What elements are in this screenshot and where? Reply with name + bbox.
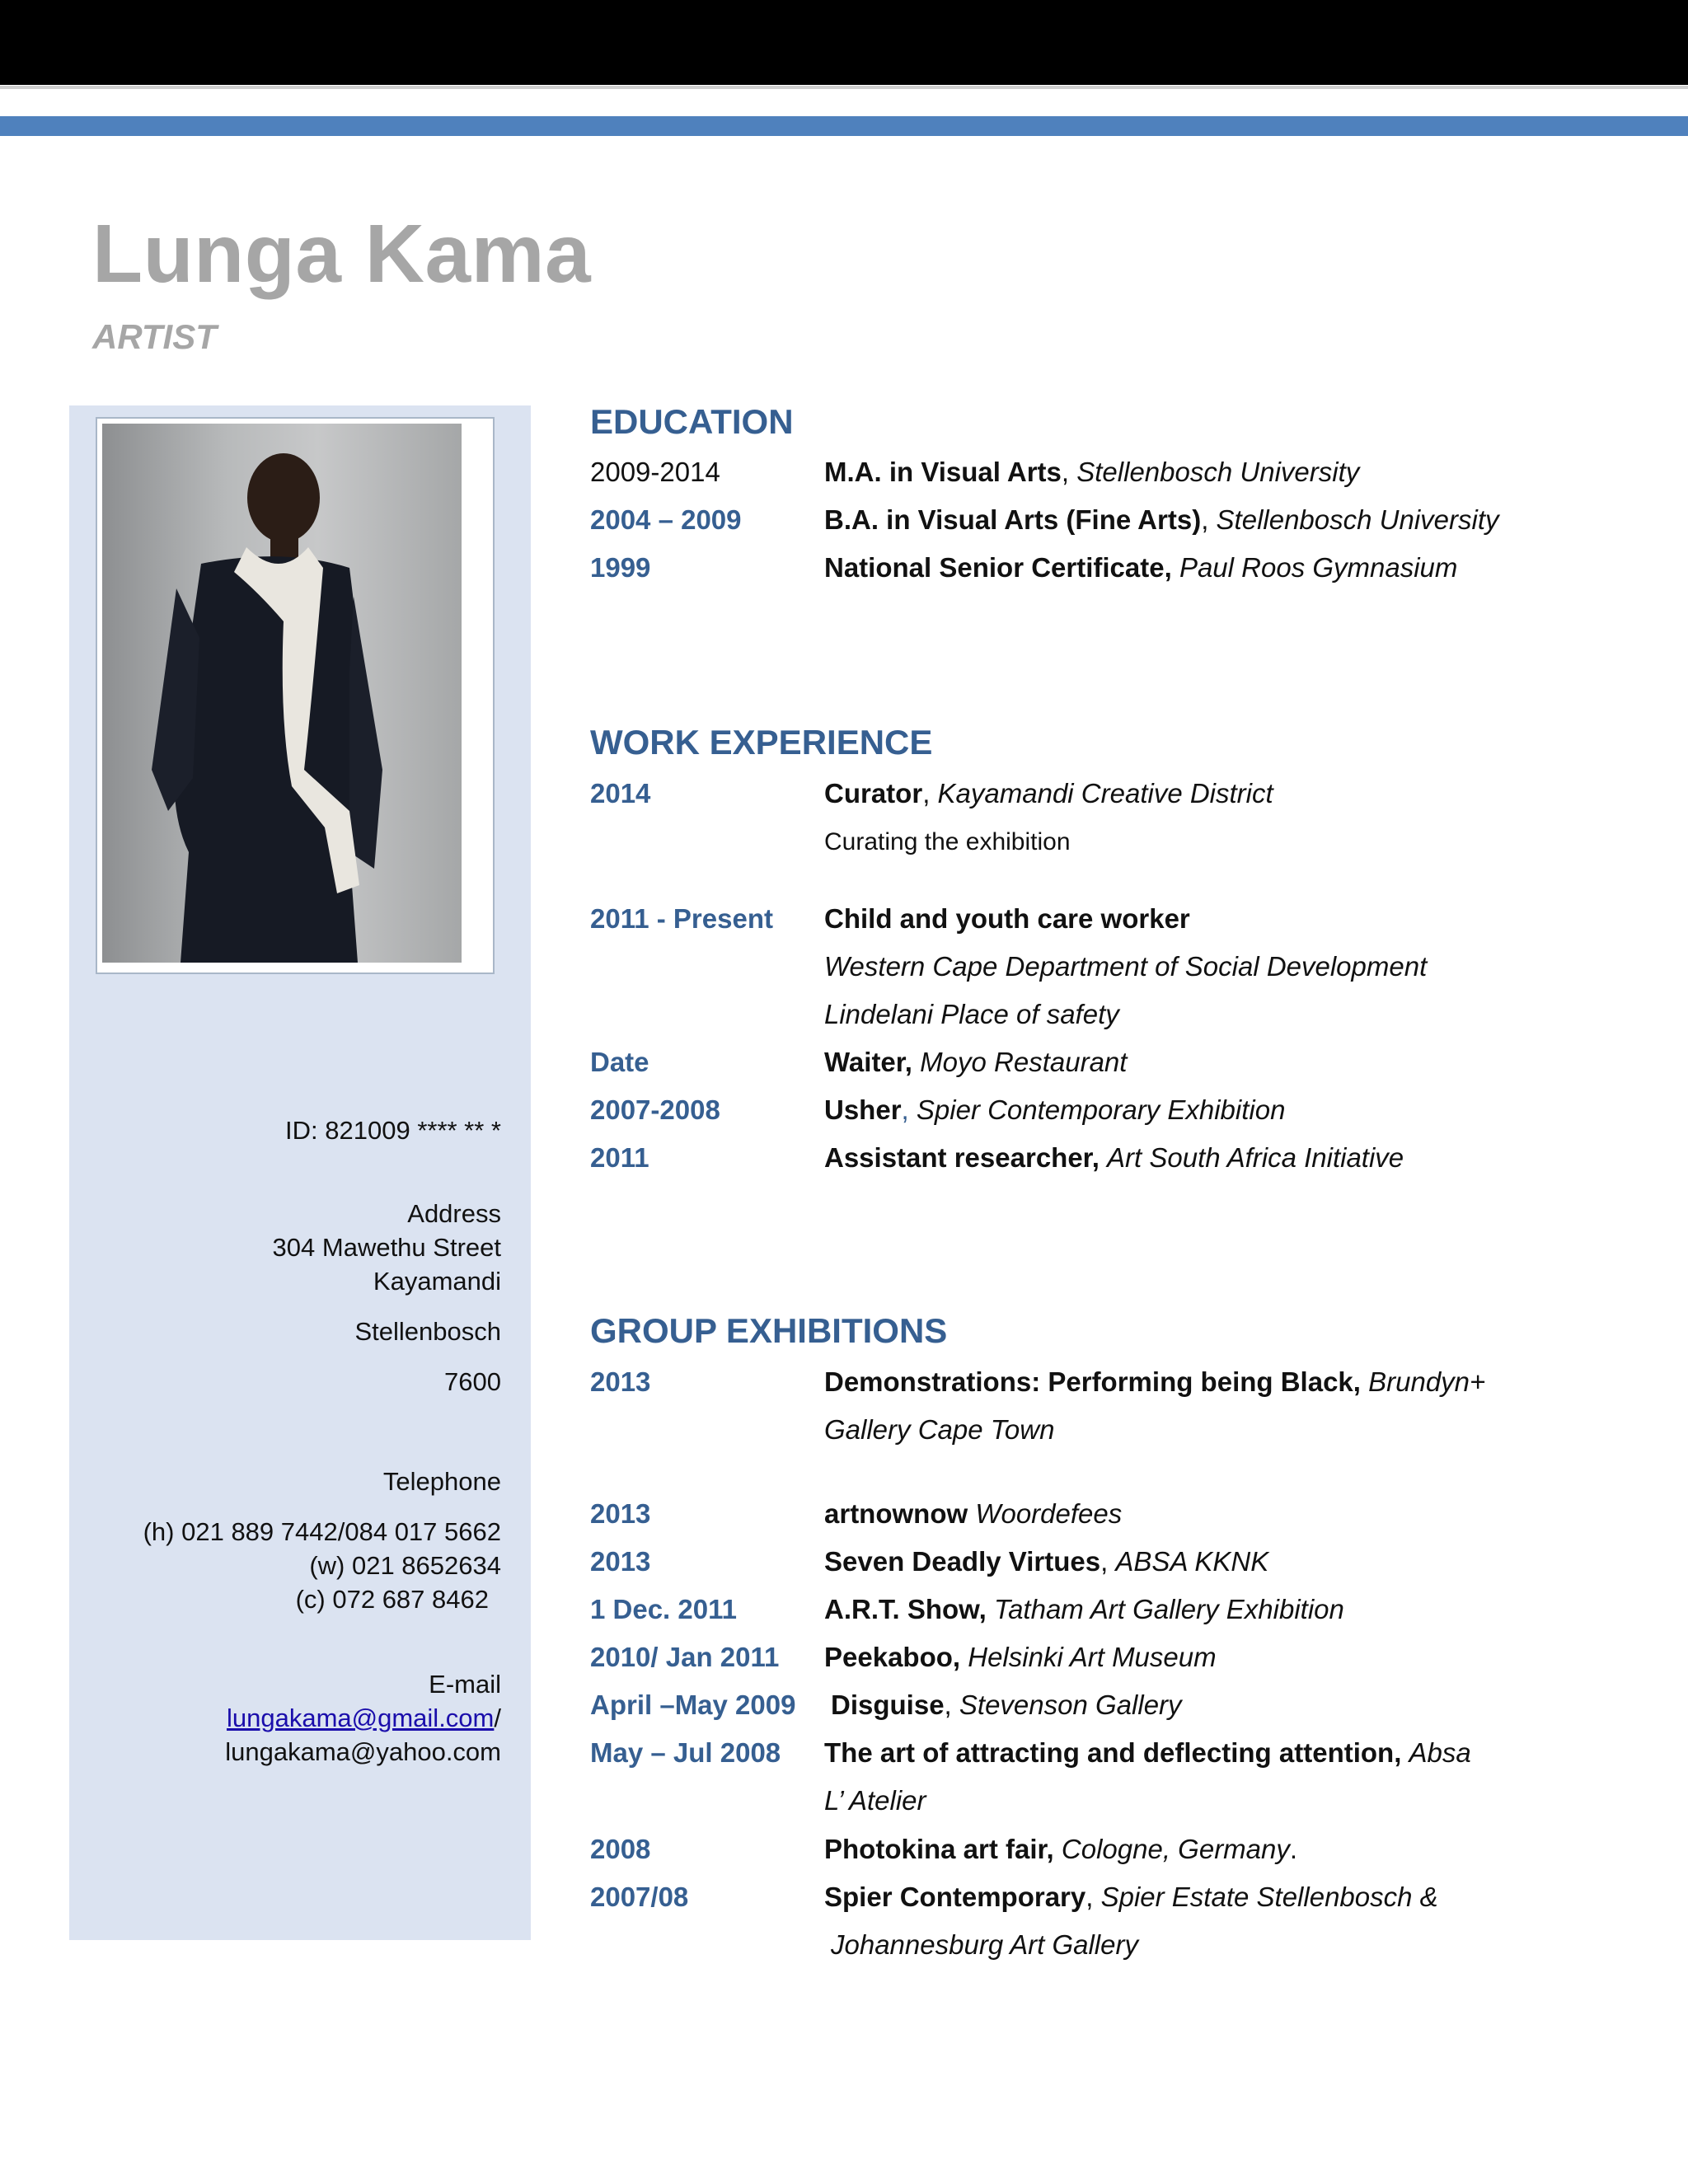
exhibition-date: 2010/ Jan 2011	[590, 1642, 780, 1672]
separator	[960, 1642, 968, 1672]
exhibition-venue: Brundyn+	[1368, 1366, 1486, 1397]
email-separator: /	[494, 1704, 501, 1732]
exhibition-date: 1 Dec. 2011	[590, 1594, 737, 1624]
address-line1: 304 Mawethu Street	[272, 1233, 501, 1262]
work-role: Child and youth care worker	[824, 903, 1190, 934]
education-place: Paul Roos Gymnasium	[1179, 552, 1458, 583]
address-postal: 7600	[444, 1367, 501, 1396]
education-date: 2009-2014	[590, 457, 720, 487]
exhibition-venue: ABSA KKNK	[1115, 1546, 1269, 1577]
education-heading: EDUCATION	[590, 402, 794, 441]
address-label: Address	[407, 1199, 501, 1228]
separator: ,	[922, 778, 938, 808]
work-org: Moyo Restaurant	[920, 1047, 1128, 1077]
exhibition-date: 2013	[590, 1498, 651, 1529]
exhibition-venue: Spier Estate Stellenbosch &	[1100, 1882, 1438, 1912]
exhibition-name: Seven Deadly Virtues	[824, 1546, 1101, 1577]
work-date: 2014	[590, 778, 651, 808]
separator	[1401, 1737, 1409, 1768]
trailing-period: .	[1289, 1834, 1298, 1864]
separator: ,	[901, 1094, 917, 1125]
exhibition-name: Photokina art fair,	[824, 1834, 1054, 1864]
exhibition-venue: Gallery Cape Town	[824, 1414, 1055, 1445]
separator: ,	[1100, 1546, 1116, 1577]
separator: ,	[1061, 457, 1077, 487]
education-date: 2004 – 2009	[590, 504, 742, 535]
education-place: Stellenbosch University	[1216, 504, 1499, 535]
exhibition-name: The art of attracting and deflecting attention,	[824, 1737, 1402, 1768]
work-role: Assistant researcher,	[824, 1142, 1100, 1173]
portrait-photo	[102, 424, 462, 963]
education-degree: B.A. in Visual Arts (Fine Arts)	[824, 504, 1202, 535]
work-org: Lindelani Place of safety	[824, 999, 1119, 1029]
work-date: 2011	[590, 1142, 649, 1173]
education-place: Stellenbosch University	[1076, 457, 1360, 487]
address-line2: Kayamandi	[373, 1267, 501, 1296]
top-black-bar	[0, 0, 1688, 85]
exhibition-venue: Tatham Art Gallery Exhibition	[993, 1594, 1344, 1624]
work-date: Date	[590, 1047, 649, 1077]
separator: ,	[944, 1690, 959, 1720]
separator: ,	[1201, 504, 1217, 535]
exhibition-venue: Stevenson Gallery	[959, 1690, 1182, 1720]
email-line1	[227, 1701, 501, 1735]
exhibition-date: 2008	[590, 1834, 651, 1864]
work-date: 2011 - Present	[590, 903, 773, 934]
phone-cell: (c) 072 687 8462	[295, 1585, 489, 1614]
separator	[1100, 1142, 1107, 1173]
education-date: 1999	[590, 552, 651, 583]
email-line2: lungakama@yahoo.com	[225, 1737, 501, 1766]
exhibition-venue: Absa	[1409, 1737, 1471, 1768]
exhibition-name: Spier Contemporary	[824, 1882, 1086, 1912]
separator	[1361, 1366, 1368, 1397]
separator	[968, 1498, 975, 1529]
separator	[1054, 1834, 1062, 1864]
exhibition-name: Disguise	[831, 1690, 945, 1720]
phone-home: (h) 021 889 7442/084 017 5662	[143, 1517, 501, 1546]
email-link[interactable]: lungakama@gmail.com	[226, 1704, 495, 1732]
separator	[987, 1594, 994, 1624]
exhibition-venue: Johannesburg Art Gallery	[831, 1929, 1138, 1960]
separator: ,	[1085, 1882, 1101, 1912]
person-name: Lunga Kama	[92, 208, 592, 300]
separator	[1172, 552, 1179, 583]
exhibitions-heading: GROUP EXHIBITIONS	[590, 1311, 948, 1350]
work-org: Spier Contemporary Exhibition	[916, 1094, 1286, 1125]
work-heading: WORK EXPERIENCE	[590, 723, 933, 762]
education-degree: National Senior Certificate,	[824, 552, 1172, 583]
person-role: ARTIST	[92, 317, 217, 356]
exhibition-date: 2007/08	[590, 1882, 689, 1912]
work-org: Kayamandi Creative District	[937, 778, 1273, 808]
exhibition-name: artnownow	[824, 1498, 968, 1529]
exhibition-name: Demonstrations: Performing being Black,	[824, 1366, 1361, 1397]
phone-work: (w) 021 8652634	[309, 1551, 501, 1580]
work-date: 2007-2008	[590, 1094, 720, 1125]
work-org: Art South Africa Initiative	[1107, 1142, 1404, 1173]
exhibition-venue: L’ Atelier	[824, 1785, 926, 1816]
exhibition-venue: Woordefees	[975, 1498, 1123, 1529]
work-note: Curating the exhibition	[824, 828, 1071, 855]
exhibition-venue: Helsinki Art Museum	[968, 1642, 1217, 1672]
exhibition-date: May – Jul 2008	[590, 1737, 781, 1768]
id-number: ID: 821009 **** ** *	[285, 1116, 501, 1145]
blue-accent-band	[0, 116, 1688, 136]
exhibition-date: 2013	[590, 1546, 651, 1577]
exhibition-date: 2013	[590, 1366, 651, 1397]
exhibition-venue: Cologne, Germany	[1061, 1834, 1290, 1864]
top-divider-line	[0, 86, 1688, 89]
exhibition-date: April –May 2009	[590, 1690, 796, 1720]
email-label: E-mail	[429, 1670, 501, 1699]
work-role: Usher	[824, 1094, 902, 1125]
exhibition-name: Peekaboo,	[824, 1642, 961, 1672]
work-org: Western Cape Department of Social Development	[824, 951, 1428, 982]
education-degree: M.A. in Visual Arts	[824, 457, 1062, 487]
address-city: Stellenbosch	[354, 1317, 501, 1346]
exhibition-name: A.R.T. Show,	[824, 1594, 987, 1624]
work-role: Curator	[824, 778, 923, 808]
separator	[912, 1047, 920, 1077]
telephone-label: Telephone	[382, 1467, 501, 1496]
work-role: Waiter,	[824, 1047, 912, 1077]
